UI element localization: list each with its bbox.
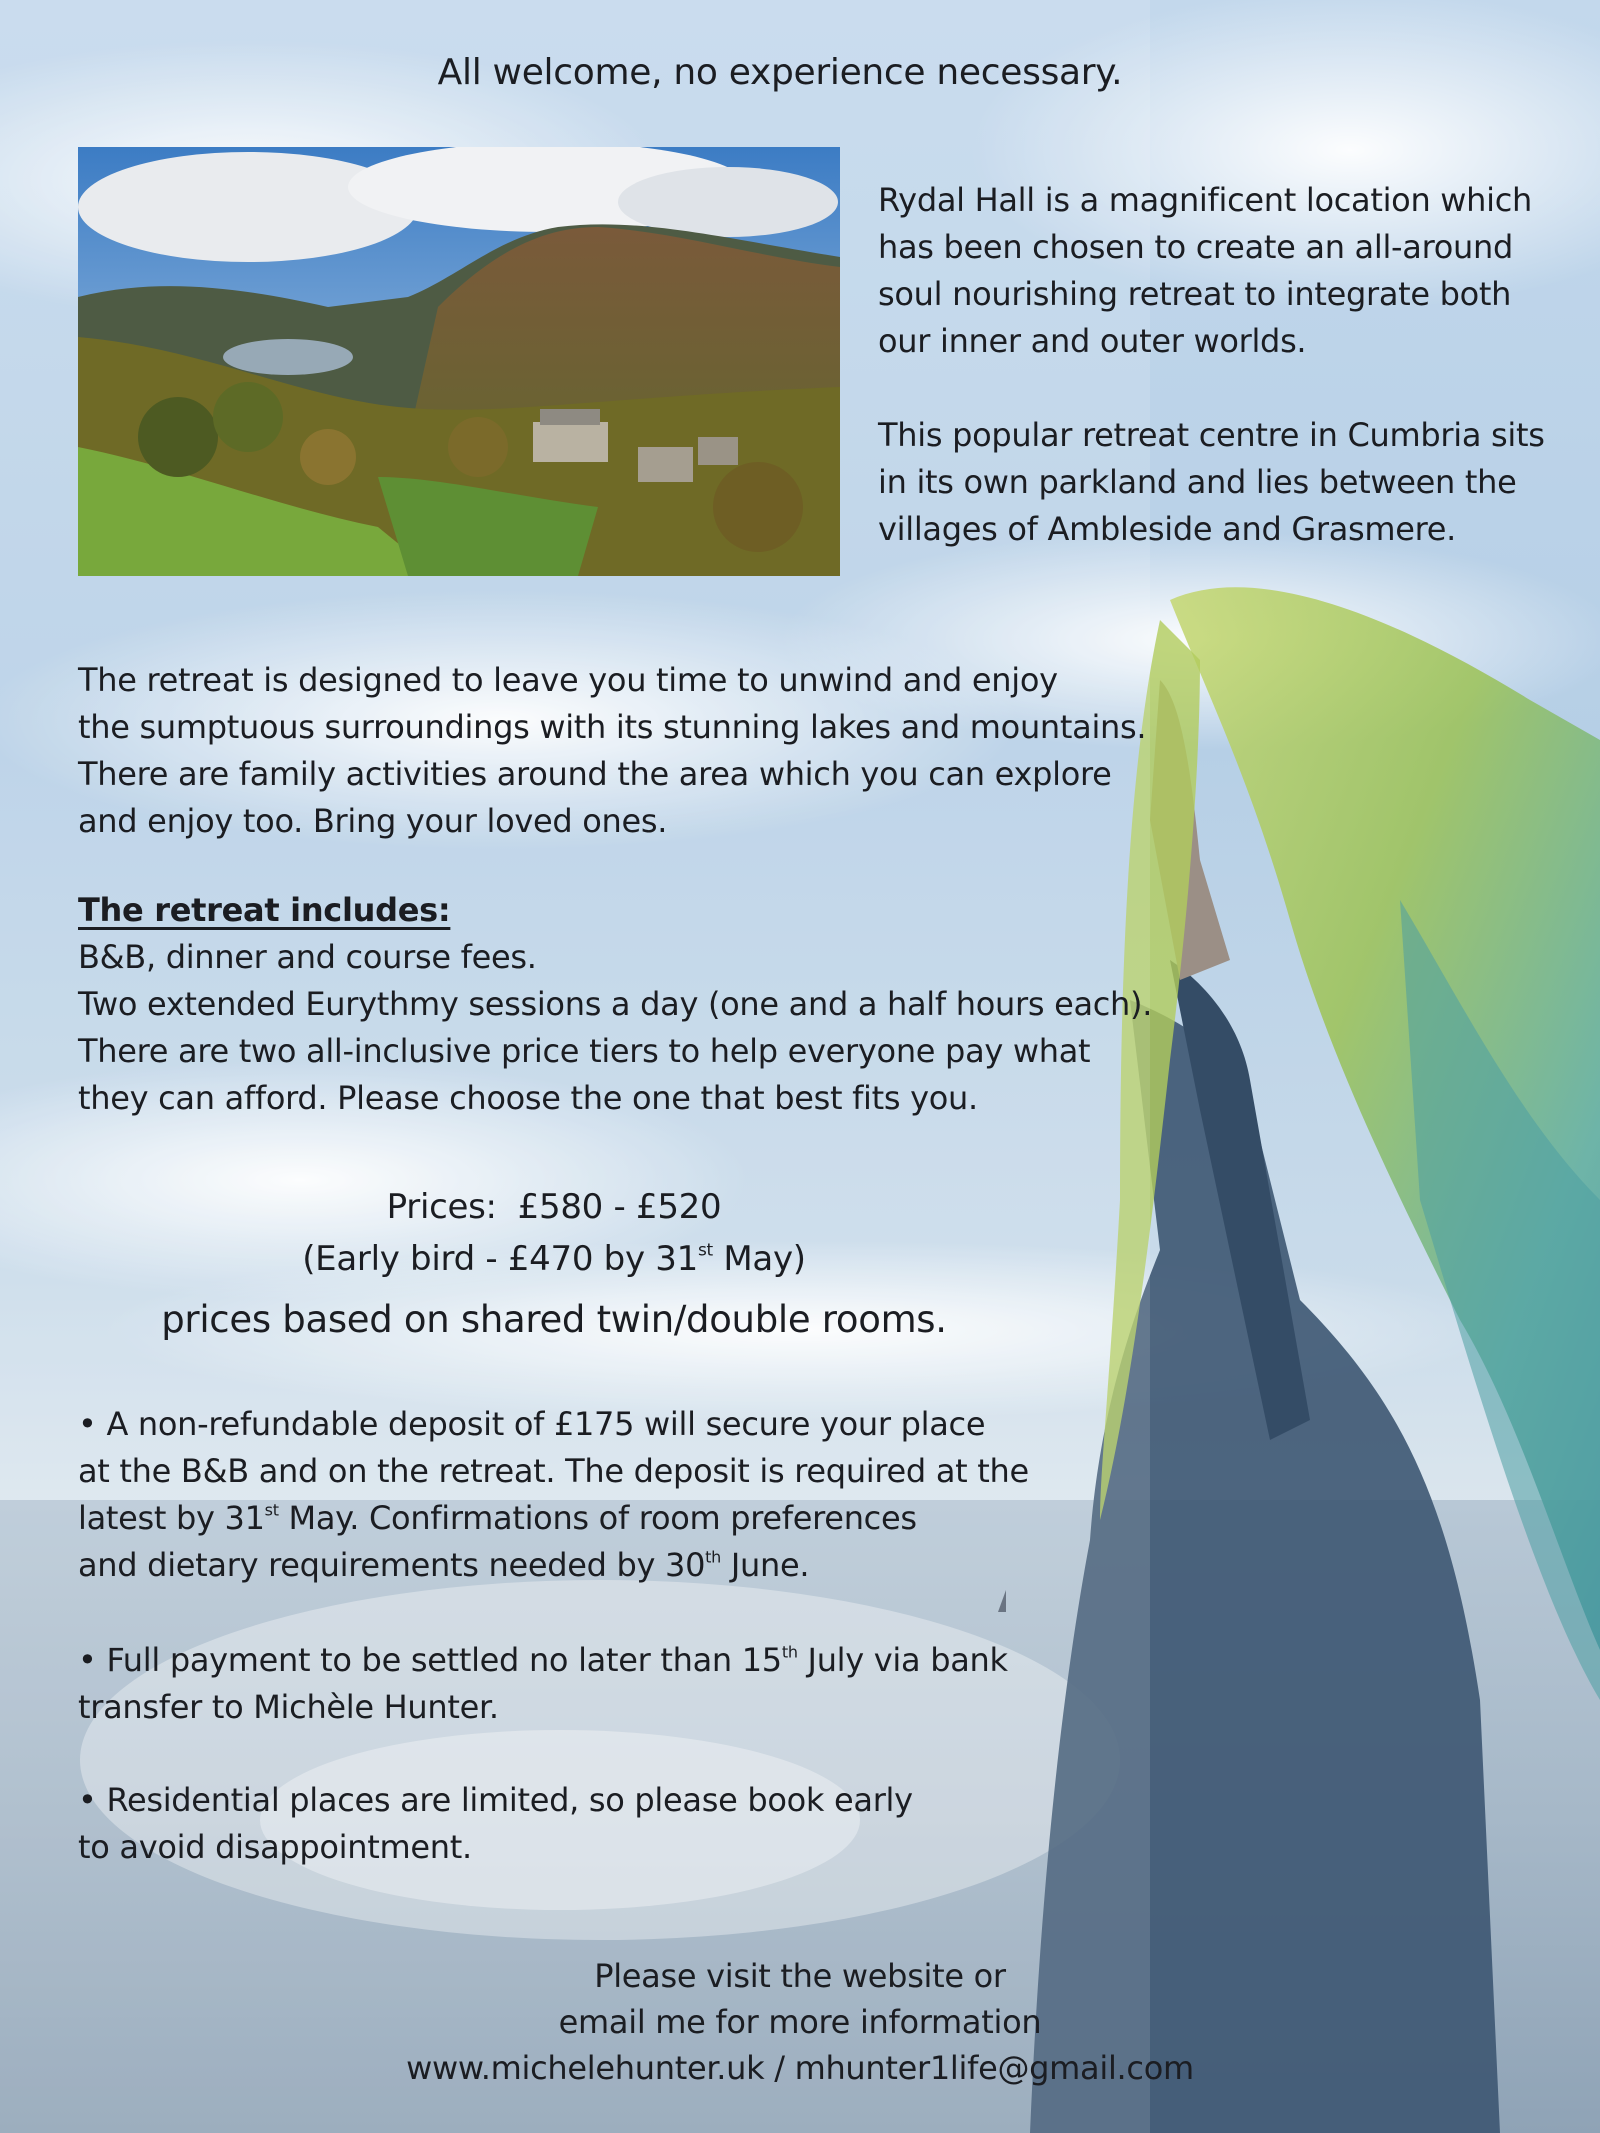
body-paragraph: The retreat is designed to leave you time to unwind and enjoy the sumptuous surroundings with its stunning lakes and mountains. There are family activities around the area which you can explore and enjoy too. Bring your loved ones. <box>78 661 1147 840</box>
places-notice: • Residential places are limited, so please book early to avoid disappointment. <box>78 1781 913 1866</box>
tagline: All welcome, no experience necessary. <box>437 52 1123 93</box>
contact-link[interactable]: www.michelehunter.uk / mhunter1life@gmail.com <box>406 2049 1194 2087</box>
intro-paragraph-1: Rydal Hall is a magnificent location which has been chosen to create an all-around soul nourishing retreat to integrate both our inner and outer worlds. <box>878 181 1533 360</box>
lake-district-landscape-photo <box>78 147 840 576</box>
payment-terms: • Full payment to be settled no later than 15th July via bank transfer to Michèle Hunter. <box>78 1641 1008 1726</box>
intro-paragraph-2: This popular retreat centre in Cumbria sits in its own parkland and lies between the villages of Ambleside and Grasmere. <box>878 416 1545 548</box>
early-bird-line: (Early bird - £470 by 31st May) <box>302 1239 806 1279</box>
includes-heading: The retreat includes: <box>78 891 451 929</box>
prices-line: Prices: £580 - £520 <box>386 1187 722 1227</box>
footer-line-2: email me for more information <box>558 2003 1042 2041</box>
deposit-terms: • A non-refundable deposit of £175 will secure your place at the B&B and on the retreat. The deposit is required at the latest by 31st May. Confirmations of room preferences and dietary requirements needed by 30th June. <box>78 1405 1029 1584</box>
prices-note: prices based on shared twin/double rooms. <box>161 1298 947 1341</box>
footer-line-1: Please visit the website or <box>594 1957 1006 1995</box>
includes-text: B&B, dinner and course fees. Two extended Eurythmy sessions a day (one and a half hours each). There are two all-inclusive price tiers to help everyone pay what they can afford. Please choose the one that best fits you. <box>78 938 1153 1117</box>
